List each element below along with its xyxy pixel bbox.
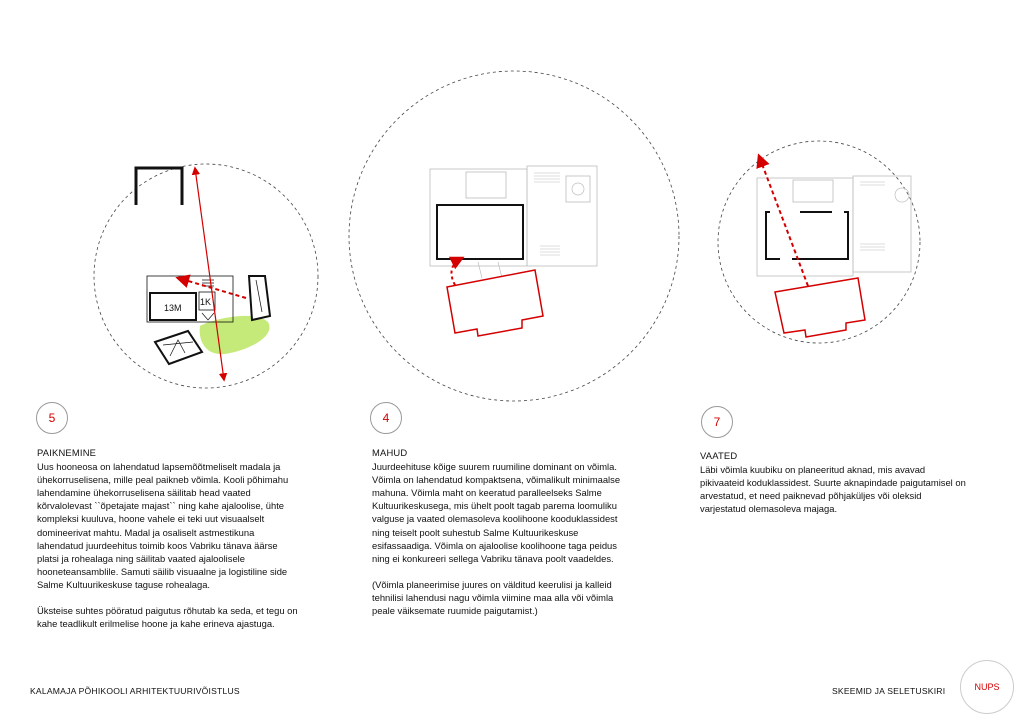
- logo-text: NUPS: [974, 682, 1000, 692]
- label-13m: 13M: [164, 303, 182, 313]
- diagram-number-7: [701, 406, 733, 438]
- connector-lines: [478, 262, 502, 278]
- label-1k: 1K: [200, 297, 212, 307]
- hatching: [534, 173, 560, 255]
- annex-outline: [853, 176, 911, 272]
- nups-logo: [960, 660, 1014, 714]
- sports-court-circle: [572, 183, 584, 195]
- footer-right: SKEEMID JA SELETUSKIRI: [832, 686, 946, 696]
- number-text: 5: [48, 411, 56, 425]
- footer-left: KALAMAJA PÕHIKOOLI ARHITEKTUURIVÕISTLUS: [30, 686, 240, 696]
- number-text: 7: [713, 415, 721, 429]
- number-text: 4: [382, 411, 390, 425]
- text-column-vaated: [700, 449, 968, 528]
- rotation-arrow: [451, 258, 462, 285]
- section-title: MAHUD: [372, 447, 408, 458]
- diagram-mahud: [349, 71, 679, 401]
- text-column-paiknemine: [37, 446, 299, 643]
- neighbor-building-north: [136, 168, 182, 205]
- hatching: [860, 182, 885, 250]
- neighbor-building-southwest: [155, 331, 202, 364]
- diagram-vaated: [718, 141, 920, 343]
- new-building: [447, 270, 543, 336]
- section-title: VAATED: [700, 450, 738, 461]
- diagram-number-5: [36, 402, 68, 434]
- text-column-mahud: [372, 446, 634, 630]
- existing-school-inner: [466, 172, 506, 198]
- existing-school-outline: [757, 178, 853, 276]
- paragraph: Uus hooneosa on lahendatud lapsemõõtmeliselt madala ja ühekorruselisena, mille peal paikneb võimla. Kooli põhimahu lahendamine ühekorruselisena säilitab head vaated kõrvalolevast ``õpetajate majast`` ning kahe ajaloolise, ühte kompleksi kuuluva, hoone vahele ei teki uut visuaalselt domineerivat mahtu. Madal ja osaliselt astmestikuna lahendatud juurdeehitus toimib koos Vabriku tänava äärse platsi ja rohealaga ning säilitab vaated ajaloolisele hooneteansamblile. Samuti säilib visuaalne ja logistiline side Salme Kultuurikeskuse taguse rohealaga.: [37, 461, 289, 590]
- sports-court: [566, 176, 590, 202]
- section-title: PAIKNEMINE: [37, 447, 97, 458]
- paragraph: Juurdeehituse kõige suurem ruumiline dominant on võimla. Võimla on lahendatud kompaktsena, võimalikult minimaalse mahuna. Võimla maht on keeratud paralleelseks Salme Kultuurikeskusega, mis ühelt poolt tagab parema loomuliku valguse ja vaated olemasoleva koolihoone kooduklassidest ning teiselt poolt suhestub Salme Kultuurikeskuse esifassaadiga. Võimla on ajaloolise koolihoone taga peidus ning ei konkureeri sellega Vabriku tänava poolt vaadeldes.: [372, 461, 621, 564]
- new-building: [775, 278, 865, 337]
- gym-block: [437, 205, 523, 259]
- annex-outline: [527, 166, 597, 266]
- paragraph: Läbi võimla kuubiku on planeeritud aknad, mis avavad pikivaateid koduklassidest. Suurte aknapindade paigutamisel on arvestatud, et need paiknevad põhjaküljes või oleksid varjestatud olemasoleva majaga.: [700, 464, 966, 515]
- paragraph: Üksteise suhtes pööratud paigutus rõhutab ka seda, et tegu on kahe teadlikult erilmelise hoone ja kahe erineva ajastuga.: [37, 605, 298, 630]
- diagram-number-4: [370, 402, 402, 434]
- diagram-paiknemine: [94, 164, 318, 388]
- gym-block-openings: [766, 212, 848, 259]
- paragraph: (Võimla planeerimise juures on välditud keerulisi ja kalleid tehnilisi lahendusi nagu võimla viimine maa alla või võimla peale väiksemate ruumide paigutamist.): [372, 578, 614, 617]
- sports-court-circle: [895, 188, 909, 202]
- existing-school-inner: [793, 180, 833, 202]
